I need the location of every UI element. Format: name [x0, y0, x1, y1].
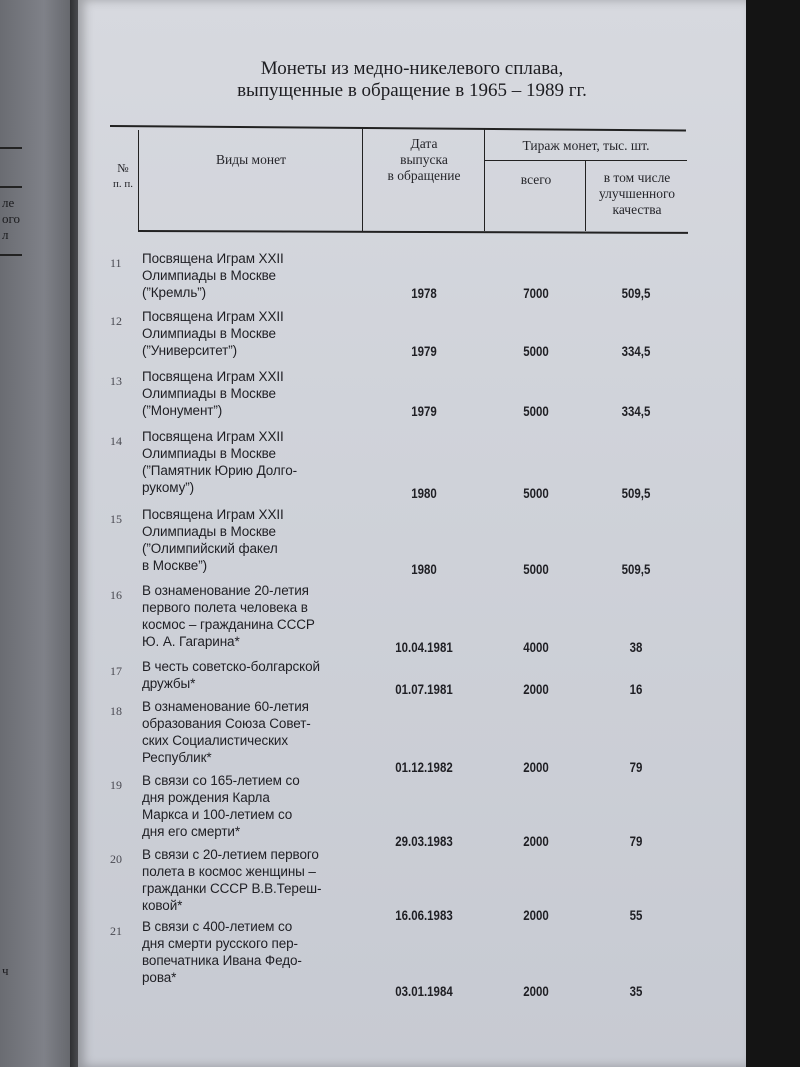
- left-page-edge: [0, 0, 80, 1067]
- description-line: В связи с 20-летием первого: [142, 847, 319, 862]
- description-line: Посвящена Играм XXII: [142, 251, 284, 266]
- circulation-improved: 509,5: [621, 486, 651, 501]
- coin-description: [142, 250, 382, 301]
- description-line: В связи с 400-летием со: [142, 919, 293, 934]
- release-date: 03.01.1984: [395, 984, 453, 999]
- header-improved: в том числе улучшенного качества: [599, 170, 675, 217]
- description-line: (”Кремль”): [142, 285, 207, 300]
- header-bottom-rule: [138, 230, 688, 234]
- header-circulation: Тираж монет, тыс. шт.: [522, 138, 650, 153]
- description-line: Ю. А. Гагарина*: [142, 634, 240, 649]
- release-date: 01.12.1982: [395, 760, 453, 775]
- circulation-improved: 38: [629, 640, 643, 655]
- description-line: в Москве”): [142, 558, 208, 573]
- description-line: образования Союза Совет-: [142, 716, 311, 731]
- row-number: 11: [110, 256, 122, 270]
- release-date: 16.06.1983: [395, 908, 453, 923]
- row-number: 18: [110, 704, 122, 718]
- description-line: (”Монумент”): [142, 403, 223, 418]
- coin-description: [142, 698, 382, 766]
- description-line: Республик*: [142, 750, 212, 765]
- row-number: 17: [110, 664, 122, 678]
- left-page-rule: [0, 186, 22, 188]
- release-date: 1978: [411, 286, 437, 301]
- circulation-total: 5000: [523, 486, 549, 501]
- release-date: 1980: [411, 562, 437, 577]
- release-date: 01.07.1981: [395, 682, 453, 697]
- row-number: 14: [110, 434, 122, 448]
- left-page-fragment: ч: [2, 963, 9, 978]
- description-line: ковой*: [142, 898, 183, 913]
- circulation-improved: 334,5: [621, 344, 651, 359]
- description-line: рукому”): [142, 480, 195, 495]
- description-line: первого полета человека в: [142, 600, 308, 615]
- release-date: 1980: [411, 486, 437, 501]
- description-line: Олимпиады в Москве: [142, 326, 276, 341]
- circulation-improved: 35: [629, 984, 643, 999]
- description-line: Посвящена Играм XXII: [142, 429, 284, 444]
- circulation-total: 5000: [523, 562, 549, 577]
- left-page-fragment: л: [2, 227, 9, 242]
- background-edge: [744, 0, 800, 1067]
- description-line: вопечатника Ивана Федо-: [142, 953, 302, 968]
- row-number: 16: [110, 588, 122, 602]
- description-line: Олимпиады в Москве: [142, 524, 276, 539]
- release-date: 1979: [411, 344, 437, 359]
- left-page-fragment: ле: [2, 195, 15, 210]
- circulation-improved: 79: [629, 760, 643, 775]
- description-line: гражданки СССР В.В.Тереш-: [142, 881, 322, 896]
- row-number: 13: [110, 374, 122, 388]
- description-line: Олимпиады в Москве: [142, 268, 276, 283]
- row-number: 21: [110, 924, 122, 938]
- description-line: В ознаменование 20-летия: [142, 583, 309, 598]
- coin-description: [142, 506, 382, 574]
- circulation-total: 2000: [523, 682, 549, 697]
- row-number: 15: [110, 512, 122, 526]
- header-top-rule: [110, 125, 686, 131]
- description-line: космос – гражданина СССР: [142, 617, 315, 632]
- circulation-improved: 55: [629, 908, 643, 923]
- circulation-total: 5000: [523, 344, 549, 359]
- description-line: В честь советско-болгарской: [142, 659, 320, 674]
- description-line: дня смерти русского пер-: [142, 936, 298, 951]
- coin-description: [142, 428, 382, 496]
- release-date: 10.04.1981: [395, 640, 453, 655]
- row-number: 12: [110, 314, 122, 328]
- description-line: (”Памятник Юрию Долго-: [142, 463, 298, 478]
- description-line: (”Университет”): [142, 343, 238, 358]
- coin-description: [142, 658, 382, 692]
- description-line: полета в космос женщины –: [142, 864, 316, 879]
- description-line: Посвящена Играм XXII: [142, 369, 284, 384]
- row-number: 20: [110, 852, 122, 866]
- header-total: всего: [520, 172, 552, 187]
- row-number: 19: [110, 778, 122, 792]
- description-line: дня рождения Карла: [142, 790, 270, 805]
- coin-description: [142, 772, 382, 840]
- description-line: Посвящена Играм XXII: [142, 507, 284, 522]
- circulation-total: 2000: [523, 834, 549, 849]
- header-date: Дата выпуска в обращение: [387, 136, 461, 183]
- circulation-total: 2000: [523, 760, 549, 775]
- circulation-total: 4000: [523, 640, 549, 655]
- description-line: дня его смерти*: [142, 824, 241, 839]
- description-line: рова*: [142, 970, 177, 985]
- header-kind: Виды монет: [216, 152, 286, 167]
- circulation-total: 7000: [523, 286, 549, 301]
- description-line: Посвящена Играм XXII: [142, 309, 284, 324]
- page-title: [78, 58, 746, 102]
- description-line: В ознаменование 60-летия: [142, 699, 309, 714]
- header-number: № п. п.: [112, 161, 134, 190]
- title-line: выпущенные в обращение в 1965 – 1989 гг.: [237, 80, 587, 101]
- coin-description: [142, 582, 382, 650]
- title-line: Монеты из медно-никелевого сплава,: [260, 58, 564, 79]
- left-page-fragment: ого: [2, 211, 21, 226]
- coin-description: [142, 918, 382, 986]
- description-line: Маркса и 100-летием со: [142, 807, 293, 822]
- description-line: (”Олимпийский факел: [142, 541, 278, 556]
- circulation-total: 2000: [523, 908, 549, 923]
- circulation-total: 2000: [523, 984, 549, 999]
- coin-description: [142, 846, 382, 914]
- circulation-improved: 509,5: [621, 562, 651, 577]
- circulation-improved: 509,5: [621, 286, 651, 301]
- left-page-rule: [0, 254, 22, 256]
- left-page-rule: [0, 147, 22, 149]
- circulation-improved: 334,5: [621, 404, 651, 419]
- circulation-improved: 79: [629, 834, 643, 849]
- description-line: В связи со 165-летием со: [142, 773, 300, 788]
- description-line: дружбы*: [142, 676, 196, 691]
- description-line: ских Социалистических: [142, 733, 289, 748]
- description-line: Олимпиады в Москве: [142, 446, 276, 461]
- circulation-total: 5000: [523, 404, 549, 419]
- circulation-improved: 16: [629, 682, 643, 697]
- header-divider: [138, 130, 139, 231]
- release-date: 29.03.1983: [395, 834, 453, 849]
- coin-description: [142, 308, 382, 359]
- release-date: 1979: [411, 404, 437, 419]
- description-line: Олимпиады в Москве: [142, 386, 276, 401]
- coin-description: [142, 368, 382, 419]
